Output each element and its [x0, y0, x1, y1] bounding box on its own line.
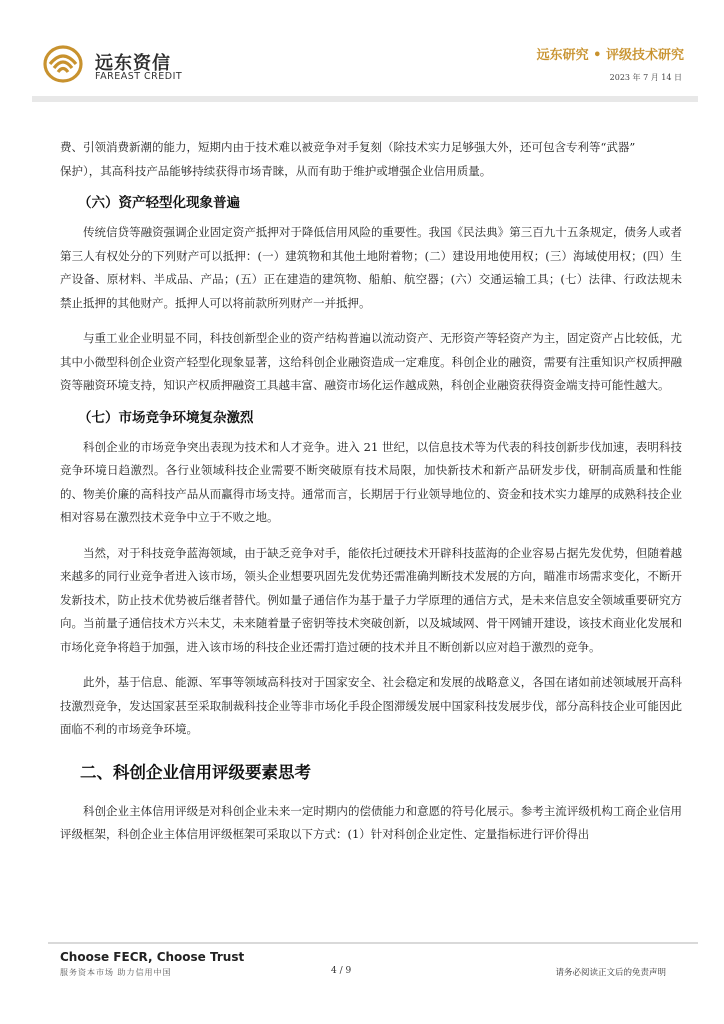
section-7-heading: （七）市场竞争环境复杂激烈 — [78, 409, 254, 426]
page-number: 4 / 9 — [331, 966, 352, 976]
page-body — [60, 136, 682, 847]
section-7-paragraph-2: 当然，对于科技竞争蓝海领域，由于缺乏竞争对手，能依托过硬技术开辟科技蓝海的企业容易占据先发优势，但随着越来越多的同行业竞争者进入该市场，领头企业想要巩固先发优势还需准确判断技术发展的方向，瞄准市场需求变化，不断开发新技术，防止技术优势被后继者替代。例如量子通信作为基于量子力学原理的通信方式，是未来信息安全领域重要研究方向。当前量子通信技术方兴未艾，未来随着量子密钥等技术突破创新，以及城域网、骨干网铺开建设，该技术商业化发展和市场化竞争将趋于加强，进入该市场的科技企业还需打造过硬的技术并且不断创新以应对趋于激烈的竞争。 — [60, 545, 682, 654]
report-date: 2023 年 7 月 14 日 — [609, 73, 682, 82]
intro-paragraph — [60, 136, 682, 183]
part-2-paragraph-1: 科创企业主体信用评级是对科创企业未来一定时期内的偿债能力和意愿的符号化展示。参考主流评级机构工商企业信用评级框架，科创企业主体信用评级框架可采取以下方式：(1）针对科创企业定性、定量指标进行评价得出 — [60, 803, 682, 841]
brand-name-en: FAREAST CREDIT — [95, 71, 183, 82]
report-series-title: 远东研究 • 评级技术研究 — [536, 48, 684, 63]
fareast-credit-logo-icon — [42, 43, 84, 85]
section-7-paragraph-1: 科创企业的市场竞争突出表现为技术和人才竞争。进入 21 世纪，以信息技术等为代表的科技创新步伐加速，表明科技竞争环境日趋激烈。各行业领域科技企业需要不断突破原有技术局限，加快新技术和新产品研发步伐，研制高质量和性能的、物美价廉的高科技产品从而赢得市场支持。通常而言，长期居于行业领导地位的、资金和技术实力雄厚的成熟科技企业相对容易在激烈技术竞争中立于不败之地。 — [60, 439, 682, 524]
section-7-paragraph-3: 此外，基于信息、能源、军事等领域高科技对于国家安全、社会稳定和发展的战略意义，各国在诸如前述领域展开高科技激烈竞争，发达国家甚至采取制裁科技企业等非市场化手段企图滞缓发展中国家科技发展步伐，部分高科技企业可能因此面临不利的市场竞争环境。 — [60, 675, 682, 736]
page-header — [0, 0, 724, 100]
intro-line-2: 保护），其高科技产品能够持续获得市场青睐，从而有助于维护或增强企业信用质量。 — [60, 163, 492, 178]
part-2-heading: 二、科创企业信用评级要素思考 — [80, 762, 311, 782]
section-6-paragraph-1: 传统信贷等融资强调企业固定资产抵押对于降低信用风险的重要性。我国《民法典》第三百九十五条规定，债务人或者第三人有权处分的下列财产可以抵押：(一）建筑物和其他土地附着物；(二）建设用地使用权；(三）海域使用权；(四）生产设备、原材料、半成品、产品；(五）正在建造的建筑物、船舶、航空器；(六）交通运输工具；(七）法律、行政法规未禁止抵押的其他财产。抵押人可以将前款所列财产一并抵押。 — [60, 225, 682, 310]
brand-name-cn: 远东资信 — [95, 53, 171, 74]
section-6-heading: （六）资产轻型化现象普遍 — [78, 195, 240, 211]
footer-divider — [48, 942, 698, 944]
intro-line-1: 费、引领消费新潮的能力，短期内由于技术难以被竞争对手复刻（除技术实力足够强大外，还可包含专利等“武器” — [60, 140, 636, 154]
footer-slogan: Choose FECR, Choose Trust — [60, 950, 245, 964]
section-6-paragraph-2: 与重工业企业明显不同，科技创新型企业的资产结构普遍以流动资产、无形资产等轻资产为主，固定资产占比较低，尤其中小微型科创企业资产轻型化现象显著，这给科创企业融资造成一定难度。科创企业的融资，需要有注重知识产权质押融资等融资环境支持，知识产权质押融资工具越丰富、融资市场化运作越成熟，科创企业融资获得资金端支持可能性越大。 — [60, 331, 682, 392]
footer-disclaimer: 请务必阅读正文后的免责声明 — [555, 968, 666, 978]
header-divider — [32, 96, 698, 102]
footer-tagline: 服务资本市场 助力信用中国 — [60, 968, 172, 977]
